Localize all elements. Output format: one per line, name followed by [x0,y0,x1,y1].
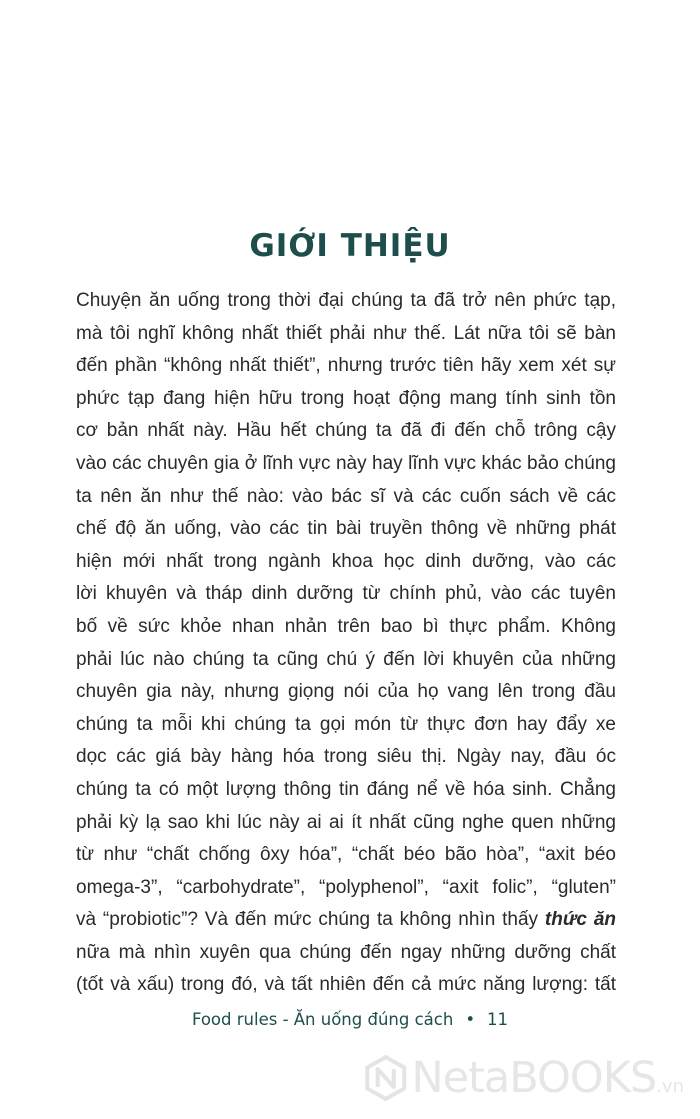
text-line-emphasis [76,904,616,937]
text-line: lời khuyên và tháp dinh dưỡng từ chính phủ, vào các tuyên [76,583,616,605]
emphasized-text: thức ăn [544,909,616,931]
footer-separator: • [465,1010,476,1029]
text-line: chế độ ăn uống, vào các tin bài truyền thông về những phát [76,518,616,540]
text-line: (tốt và xấu) trong đó, và tất nhiên đến cả mức năng lượng: tất [76,974,616,996]
text-line: bố về sức khỏe nhan nhản trên bao bì thực phẩm. Không [76,615,616,637]
netabooks-logo-icon [364,1049,407,1107]
watermark-brand: NetaBOOKS [411,1053,657,1103]
text-line: phải kỳ lạ sao khi lúc này ai ai ít nhất cũng nghe quen những [76,811,616,833]
chapter-title: GIỚI THIỆU [249,228,451,264]
text-line: phải lúc nào chúng ta cũng chú ý đến lời khuyên của những [76,648,616,670]
text-line: cơ bản nhất này. Hầu hết chúng ta đã đi đến chỗ trông cậy [76,420,616,442]
text-line: chúng ta có một lượng thông tin đáng nể về hóa sinh. Chẳng [76,778,616,800]
watermark-suffix: .vn [656,1076,684,1097]
text-line: chuyên gia này, nhưng giọng nói của họ vang lên trong đầu [76,681,616,703]
text-line: nữa mà nhìn xuyên qua chúng đến ngay những dưỡng chất [76,941,616,963]
text-line: chúng ta mỗi khi chúng ta gọi món từ thực đơn hay đẩy xe [76,713,616,735]
text-line: vào các chuyên gia ở lĩnh vực này hay lĩnh vực khác bảo chúng [76,452,616,474]
text-line: đến phần “không nhất thiết”, nhưng trước tiên hãy xem xét sự [76,355,616,377]
watermark [364,1048,684,1108]
page-footer [0,1010,700,1029]
book-title: Food rules - Ăn uống đúng cách [191,1010,454,1029]
text-line: hiện mới nhất trong ngành khoa học dinh dưỡng, vào các [76,550,616,572]
text-line: Chuyện ăn uống trong thời đại chúng ta đã trở nên phức tạp, [76,290,616,311]
text-segment: và “probiotic”? Và đến mức chúng ta không nhìn thấy [76,909,545,931]
text-line: dọc các giá bày hàng hóa trong siêu thị. Ngày nay, đầu óc [76,746,616,768]
page-number: 11 [487,1010,509,1029]
watermark-text [411,1053,684,1103]
text-line: mà tôi nghĩ không nhất thiết phải như thế. Lát nữa tôi sẽ bàn [76,322,616,344]
text-line: omega-3”, “carbohydrate”, “polyphenol”, “axit folic”, “gluten” [76,876,616,898]
text-line: ta nên ăn như thế nào: vào bác sĩ và các cuốn sách về các [76,485,616,507]
text-line: từ như “chất chống ôxy hóa”, “chất béo bão hòa”, “axit béo [76,844,616,866]
text-line: phức tạp đang hiện hữu trong hoạt động mang tính sinh tồn [76,387,616,409]
body-text [76,285,616,1002]
